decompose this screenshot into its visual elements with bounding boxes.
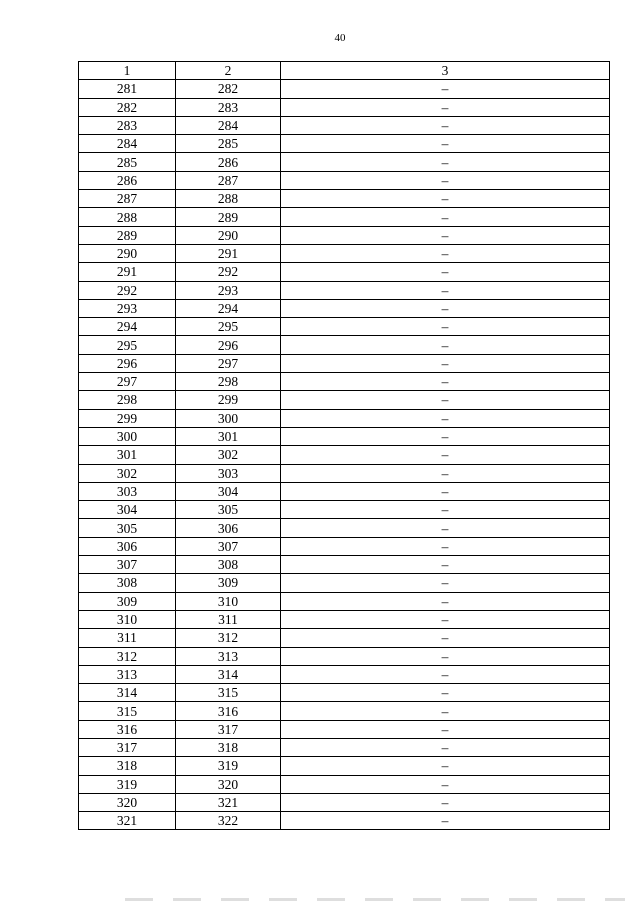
table-row <box>79 537 610 555</box>
table-row <box>79 263 610 281</box>
table-row <box>79 610 610 628</box>
table-cell-col-3: – <box>281 244 610 262</box>
table-cell-col-2: 321 <box>176 793 281 811</box>
table-cell-col-2: 284 <box>176 116 281 134</box>
table-cell-col-1: 283 <box>79 116 176 134</box>
table-cell-col-2: 282 <box>176 80 281 98</box>
table-cell-col-1: 307 <box>79 556 176 574</box>
table-row <box>79 684 610 702</box>
table-cell-col-1: 295 <box>79 336 176 354</box>
table-row <box>79 665 610 683</box>
table-cell-col-2: 287 <box>176 171 281 189</box>
table-cell-col-1: 299 <box>79 409 176 427</box>
table-cell-col-3: – <box>281 336 610 354</box>
table-cell-col-2: 299 <box>176 391 281 409</box>
table-cell-col-3: – <box>281 171 610 189</box>
table-row <box>79 373 610 391</box>
table-row <box>79 647 610 665</box>
table-cell-col-1: 293 <box>79 299 176 317</box>
table-cell-col-1: 294 <box>79 318 176 336</box>
table-cell-col-3: – <box>281 98 610 116</box>
table-cell-col-2: 300 <box>176 409 281 427</box>
table-cell-col-1: 301 <box>79 446 176 464</box>
table-cell-col-3: – <box>281 208 610 226</box>
table-row <box>79 226 610 244</box>
table-row <box>79 501 610 519</box>
table-cell-col-2: 302 <box>176 446 281 464</box>
data-table <box>78 61 610 830</box>
table-row <box>79 116 610 134</box>
table-cell-col-1: 291 <box>79 263 176 281</box>
table-cell-col-2: 285 <box>176 135 281 153</box>
table-cell-col-2: 309 <box>176 574 281 592</box>
table-row <box>79 793 610 811</box>
table-cell-col-1: 312 <box>79 647 176 665</box>
table-cell-col-2: 297 <box>176 354 281 372</box>
table-cell-col-3: – <box>281 702 610 720</box>
table-cell-col-1: 285 <box>79 153 176 171</box>
table-row <box>79 318 610 336</box>
table-cell-col-1: 310 <box>79 610 176 628</box>
table-cell-col-1: 292 <box>79 281 176 299</box>
table-cell-col-1: 296 <box>79 354 176 372</box>
table-row <box>79 720 610 738</box>
table-cell-col-3: – <box>281 757 610 775</box>
table-cell-col-2: 290 <box>176 226 281 244</box>
table-cell-col-1: 298 <box>79 391 176 409</box>
table-cell-col-1: 306 <box>79 537 176 555</box>
table-row <box>79 464 610 482</box>
table-row <box>79 592 610 610</box>
table-cell-col-1: 318 <box>79 757 176 775</box>
table-cell-col-3: – <box>281 519 610 537</box>
table-row <box>79 629 610 647</box>
table-row <box>79 519 610 537</box>
table-row <box>79 98 610 116</box>
table-cell-col-1: 286 <box>79 171 176 189</box>
table-cell-col-2: 315 <box>176 684 281 702</box>
table-row <box>79 702 610 720</box>
table-cell-col-3: – <box>281 738 610 756</box>
table-cell-col-3: – <box>281 135 610 153</box>
table-cell-col-1: 281 <box>79 80 176 98</box>
table-row <box>79 153 610 171</box>
table-row <box>79 354 610 372</box>
table-cell-col-2: 286 <box>176 153 281 171</box>
table-cell-col-3: – <box>281 354 610 372</box>
table-cell-col-3: – <box>281 446 610 464</box>
table-cell-col-3: – <box>281 427 610 445</box>
scan-artifact-marks <box>125 898 625 901</box>
table-cell-col-2: 314 <box>176 665 281 683</box>
table-cell-col-2: 318 <box>176 738 281 756</box>
table-cell-col-1: 320 <box>79 793 176 811</box>
table-cell-col-1: 313 <box>79 665 176 683</box>
table-cell-col-3: – <box>281 281 610 299</box>
table-cell-col-3: – <box>281 409 610 427</box>
table-cell-col-2: 317 <box>176 720 281 738</box>
table-row <box>79 135 610 153</box>
table-cell-col-2: 313 <box>176 647 281 665</box>
table-row <box>79 299 610 317</box>
table-row <box>79 738 610 756</box>
table-cell-col-3: – <box>281 684 610 702</box>
table-cell-col-1: 314 <box>79 684 176 702</box>
table-cell-col-2: 291 <box>176 244 281 262</box>
table-cell-col-3: – <box>281 153 610 171</box>
table-cell-col-2: 292 <box>176 263 281 281</box>
table-cell-col-2: 294 <box>176 299 281 317</box>
table-cell-col-1: 284 <box>79 135 176 153</box>
table-cell-col-3: – <box>281 793 610 811</box>
table-cell-col-2: 295 <box>176 318 281 336</box>
table-row <box>79 391 610 409</box>
table-row <box>79 336 610 354</box>
table-cell-col-1: 315 <box>79 702 176 720</box>
table-row <box>79 171 610 189</box>
table-cell-col-3: – <box>281 647 610 665</box>
table-cell-col-2: 316 <box>176 702 281 720</box>
table-cell-col-3: – <box>281 299 610 317</box>
table-cell-col-2: 304 <box>176 482 281 500</box>
table-cell-col-3: – <box>281 720 610 738</box>
table-cell-col-3: – <box>281 556 610 574</box>
table-cell-col-1: 290 <box>79 244 176 262</box>
table-cell-col-3: – <box>281 226 610 244</box>
table-cell-col-1: 288 <box>79 208 176 226</box>
table-cell-col-2: 307 <box>176 537 281 555</box>
table-cell-col-3: – <box>281 629 610 647</box>
table-row <box>79 80 610 98</box>
table-row <box>79 482 610 500</box>
table-cell-col-1: 316 <box>79 720 176 738</box>
table-cell-col-1: 317 <box>79 738 176 756</box>
table-cell-col-3: – <box>281 464 610 482</box>
table-cell-col-3: – <box>281 80 610 98</box>
table-header <box>79 62 610 80</box>
table-cell-col-2: 298 <box>176 373 281 391</box>
table-row <box>79 208 610 226</box>
table-cell-col-3: – <box>281 373 610 391</box>
table-cell-col-1: 300 <box>79 427 176 445</box>
table-cell-col-2: 320 <box>176 775 281 793</box>
table-cell-col-2: 296 <box>176 336 281 354</box>
table-row <box>79 556 610 574</box>
table-cell-col-1: 309 <box>79 592 176 610</box>
table-cell-col-3: – <box>281 190 610 208</box>
page-number: 40 <box>334 32 346 44</box>
table-row <box>79 574 610 592</box>
table-row <box>79 757 610 775</box>
table-cell-col-2: 283 <box>176 98 281 116</box>
column-header-3: 3 <box>281 62 610 80</box>
table-cell-col-1: 287 <box>79 190 176 208</box>
table-cell-col-2: 308 <box>176 556 281 574</box>
table-cell-col-1: 282 <box>79 98 176 116</box>
table-cell-col-3: – <box>281 610 610 628</box>
table-cell-col-3: – <box>281 391 610 409</box>
table-cell-col-1: 304 <box>79 501 176 519</box>
table-cell-col-2: 311 <box>176 610 281 628</box>
table-cell-col-2: 306 <box>176 519 281 537</box>
table-cell-col-3: – <box>281 537 610 555</box>
table-cell-col-2: 301 <box>176 427 281 445</box>
table-cell-col-3: – <box>281 116 610 134</box>
table-row <box>79 244 610 262</box>
table-cell-col-3: – <box>281 665 610 683</box>
table-row <box>79 427 610 445</box>
table-cell-col-3: – <box>281 592 610 610</box>
table-cell-col-1: 321 <box>79 812 176 830</box>
table-cell-col-2: 289 <box>176 208 281 226</box>
table-cell-col-3: – <box>281 501 610 519</box>
table-cell-col-2: 322 <box>176 812 281 830</box>
table-cell-col-2: 319 <box>176 757 281 775</box>
table-cell-col-2: 305 <box>176 501 281 519</box>
table-row <box>79 409 610 427</box>
header-row <box>79 62 610 80</box>
table-row <box>79 775 610 793</box>
table-cell-col-1: 302 <box>79 464 176 482</box>
table-row <box>79 812 610 830</box>
column-header-2: 2 <box>176 62 281 80</box>
table-cell-col-3: – <box>281 812 610 830</box>
table-body <box>79 80 610 830</box>
table-cell-col-3: – <box>281 318 610 336</box>
table-cell-col-3: – <box>281 775 610 793</box>
table-cell-col-2: 312 <box>176 629 281 647</box>
table-cell-col-1: 289 <box>79 226 176 244</box>
table-cell-col-1: 303 <box>79 482 176 500</box>
column-header-1: 1 <box>79 62 176 80</box>
table-row <box>79 190 610 208</box>
table-cell-col-1: 297 <box>79 373 176 391</box>
table-cell-col-1: 311 <box>79 629 176 647</box>
table-cell-col-2: 293 <box>176 281 281 299</box>
table-cell-col-2: 310 <box>176 592 281 610</box>
table-cell-col-3: – <box>281 574 610 592</box>
table-cell-col-2: 303 <box>176 464 281 482</box>
table-cell-col-3: – <box>281 482 610 500</box>
table-cell-col-1: 305 <box>79 519 176 537</box>
table-cell-col-1: 319 <box>79 775 176 793</box>
table-row <box>79 281 610 299</box>
table-cell-col-2: 288 <box>176 190 281 208</box>
table-row <box>79 446 610 464</box>
table-cell-col-3: – <box>281 263 610 281</box>
table-cell-col-1: 308 <box>79 574 176 592</box>
